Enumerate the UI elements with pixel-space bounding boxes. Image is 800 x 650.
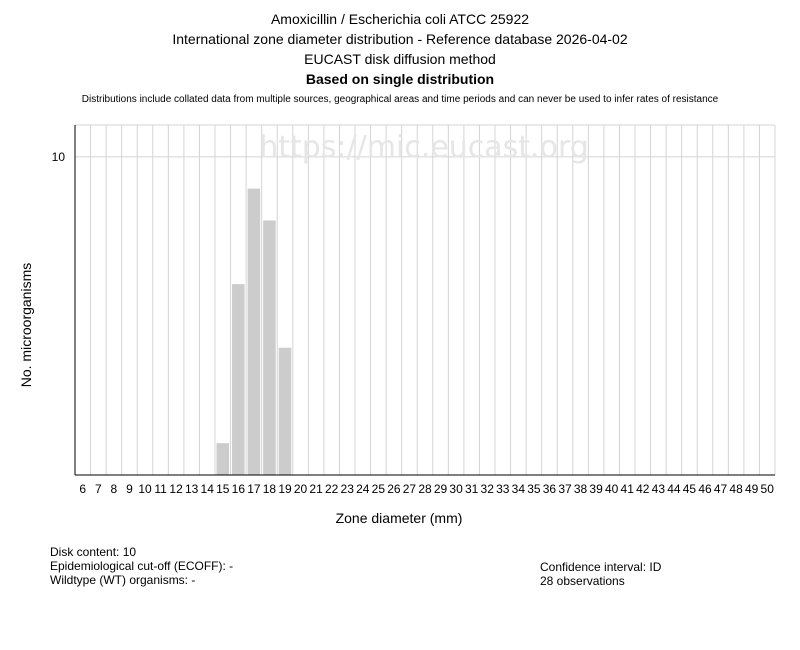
x-tick-label: 41 — [620, 482, 634, 496]
bar — [279, 348, 292, 475]
x-tick-label: 35 — [527, 482, 541, 496]
x-tick-label: 20 — [293, 482, 308, 496]
x-tick-label: 33 — [496, 482, 510, 496]
y-axis-label: No. microorganisms — [18, 262, 34, 388]
y-tick-label: 10 — [51, 149, 65, 164]
x-tick-label: 26 — [387, 482, 401, 496]
x-tick-label: 18 — [262, 482, 277, 496]
x-tick-label: 44 — [667, 482, 681, 496]
x-tick-label: 7 — [94, 482, 102, 496]
x-tick-label: 39 — [589, 482, 603, 496]
x-tick-label: 34 — [511, 482, 526, 496]
observation-count: 28 observations — [540, 574, 625, 588]
x-tick-label: 17 — [247, 482, 261, 496]
x-tick-label: 11 — [154, 482, 167, 496]
x-tick-label: 31 — [464, 482, 479, 496]
x-tick-label: 12 — [169, 482, 183, 496]
x-tick-label: 19 — [278, 482, 292, 496]
x-tick-label: 21 — [309, 482, 323, 496]
x-tick-label: 22 — [324, 482, 339, 496]
x-tick-label: 27 — [402, 482, 417, 496]
x-tick-label: 13 — [184, 482, 199, 496]
x-tick-label: 23 — [340, 482, 354, 496]
confidence-interval: Confidence interval: ID — [540, 560, 662, 574]
x-tick-label: 32 — [480, 482, 494, 496]
bar — [217, 443, 230, 475]
x-tick-label: 43 — [651, 482, 666, 496]
x-tick-label: 10 — [138, 482, 152, 496]
x-tick-label: 8 — [110, 482, 118, 496]
x-tick-label: 16 — [231, 482, 246, 496]
bar — [263, 220, 276, 475]
x-tick-label: 6 — [79, 482, 87, 496]
x-tick-label: 36 — [542, 482, 557, 496]
info-right — [540, 560, 661, 588]
x-tick-label: 47 — [713, 482, 728, 496]
chart-subtitle: International zone diameter distribution - Reference database 2026-04-02 — [172, 31, 628, 47]
x-tick-label: 14 — [200, 482, 214, 496]
distribution-basis: Based on single distribution — [305, 71, 495, 87]
x-tick-label: 15 — [216, 482, 230, 496]
x-tick-label: 42 — [636, 482, 650, 496]
x-tick-label: 24 — [356, 482, 370, 496]
x-tick-label: 50 — [760, 482, 774, 496]
chart-title: Amoxicillin / Escherichia coli ATCC 25922 — [270, 11, 530, 27]
wildtype: Wildtype (WT) organisms: - — [50, 573, 196, 587]
x-tick-label: 40 — [604, 482, 619, 496]
disclaimer: Distributions include collated data from multiple sources, geographical areas and time periods and can never be used to infer rates of resistance — [81, 94, 719, 105]
x-tick-label: 49 — [744, 482, 759, 496]
x-tick-label: 29 — [433, 482, 448, 496]
x-tick-label: 38 — [573, 482, 588, 496]
x-tick-label: 25 — [371, 482, 386, 496]
x-tick-label: 45 — [682, 482, 697, 496]
method-label: EUCAST disk diffusion method — [304, 51, 496, 67]
bar — [232, 284, 245, 475]
bar — [248, 189, 261, 475]
disk-content: Disk content: 10 — [50, 545, 137, 559]
x-tick-label: 46 — [698, 482, 712, 496]
x-axis-label: Zone diameter (mm) — [335, 510, 463, 526]
x-tick-label: 28 — [418, 482, 432, 496]
x-tick-label: 9 — [126, 482, 133, 496]
x-tick-label: 48 — [729, 482, 743, 496]
watermark: https://mic.eucast.org — [259, 130, 589, 165]
info-left — [50, 545, 233, 587]
x-tick-label: 30 — [449, 482, 463, 496]
ecoff: Epidemiological cut-off (ECOFF): - — [50, 559, 234, 573]
x-tick-label: 37 — [558, 482, 572, 496]
